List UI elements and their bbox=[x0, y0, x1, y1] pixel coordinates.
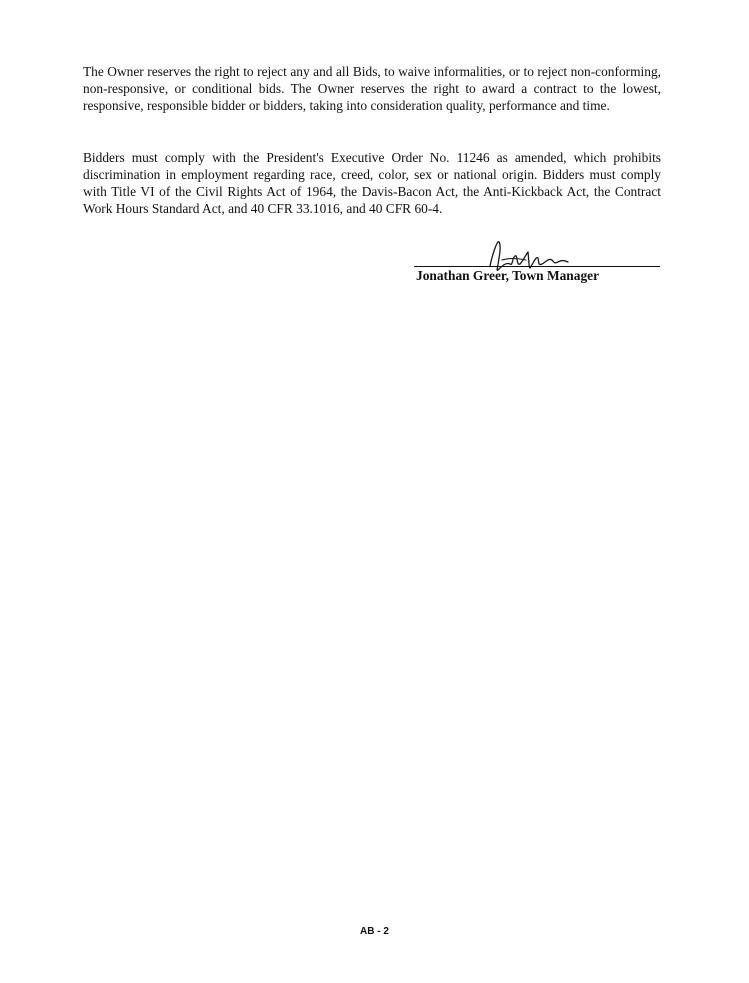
signature-block bbox=[414, 236, 662, 286]
paragraph-compliance: Bidders must comply with the President's Executive Order No. 11246 as amended, which prohibits discrimination in employment regarding race, creed, color, sex or national origin. Bidders must comply with Title VI of the Civil Rights Act of 1964, the Davis-Bacon Act, the Anti-Kickback Act, the Contract Work Hours Standard Act, and 40 CFR 33.1016, and 40 CFR 60-4. bbox=[83, 150, 661, 216]
signature-line bbox=[414, 266, 660, 267]
paragraph-bid-rejection: The Owner reserves the right to reject any and all Bids, to waive informalities, or to reject non-conforming, non-responsive, or conditional bids. The Owner reserves the right to award a contract to the lowest, responsive, responsible bidder or bidders, taking into consideration quality, performance and time. bbox=[83, 64, 661, 113]
signer-name: Jonathan Greer, Town Manager bbox=[416, 268, 600, 283]
page-number: AB - 2 bbox=[360, 926, 389, 937]
